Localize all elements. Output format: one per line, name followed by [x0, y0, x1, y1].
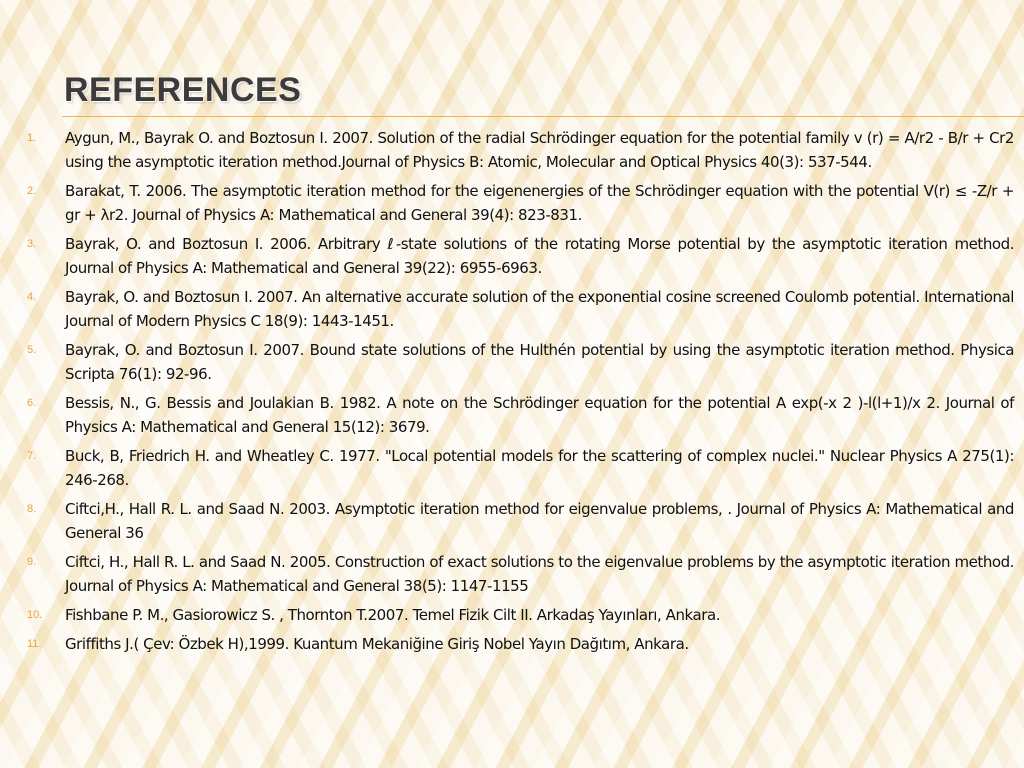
reference-number: 1. — [27, 132, 37, 144]
slide-title: REFERENCES — [64, 71, 302, 109]
reference-number: 3. — [27, 238, 37, 250]
reference-item — [0, 444, 1024, 492]
reference-text: Bayrak, O. and Boztosun I. 2007. Bound state solutions of the Hulthén potential by using the asymptotic iteration method. Physica Scripta 76(1): 92-96. — [65, 341, 1014, 383]
reference-text: Buck, B, Friedrich H. and Wheatley C. 1977. "Local potential models for the scattering of complex nuclei." Nuclear Physics A 275(1): 246-268. — [65, 447, 1014, 489]
reference-text: Aygun, M., Bayrak O. and Boztosun I. 2007. Solution of the radial Schrödinger equation for the potential family v (r) = A/r2 - B/r + Cr2 using the asymptotic iteration method.Journal of Physics B: Atomic, Molecular and Optical Physics 40(3): 537-544. — [65, 129, 1014, 171]
reference-list — [0, 126, 1024, 661]
reference-number: 2. — [27, 185, 37, 197]
reference-text: Bessis, N., G. Bessis and Joulakian B. 1982. A note on the Schrödinger equation for the potential A exp(-x 2 )-l(l+1)/x 2. Journal of Physics A: Mathematical and General 15(12): 3679. — [65, 394, 1014, 436]
reference-text: Bayrak, O. and Boztosun I. 2006. Arbitrary ℓ-state solutions of the rotating Morse potential by the asymptotic iteration method. Journal of Physics A: Mathematical and General 39(22): 6955-6963. — [65, 235, 1014, 277]
reference-text: Ciftci,H., Hall R. L. and Saad N. 2003. Asymptotic iteration method for eigenvalue problems, . Journal of Physics A: Mathematical and General 36 — [65, 500, 1014, 542]
reference-item — [0, 126, 1024, 174]
reference-number: 11. — [27, 638, 42, 650]
reference-item — [0, 285, 1024, 333]
reference-text: Barakat, T. 2006. The asymptotic iteration method for the eigenenergies of the Schrödinger equation with the potential V(r) ≤ -Z/r + gr + λr2. Journal of Physics A: Mathematical and General 39(4): 823-831. — [65, 182, 1014, 224]
reference-text: Ciftci, H., Hall R. L. and Saad N. 2005. Construction of exact solutions to the eigenvalue problems by the asymptotic iteration method. Journal of Physics A: Mathematical and General 38(5): 1147-1155 — [65, 553, 1014, 595]
reference-number: 7. — [27, 450, 37, 462]
reference-number: 9. — [27, 556, 37, 568]
reference-number: 6. — [27, 397, 37, 409]
reference-text: Griffiths J.( Çev: Özbek H),1999. Kuantum Mekaniğine Giriş Nobel Yayın Dağıtım, Ankara. — [65, 635, 689, 653]
reference-item — [0, 632, 1024, 656]
reference-item — [0, 391, 1024, 439]
reference-item — [0, 232, 1024, 280]
reference-item — [0, 179, 1024, 227]
reference-text: Bayrak, O. and Boztosun I. 2007. An alternative accurate solution of the exponential cosine screened Coulomb potential. International Journal of Modern Physics C 18(9): 1443-1451. — [65, 288, 1014, 330]
reference-item — [0, 338, 1024, 386]
reference-item — [0, 603, 1024, 627]
reference-number: 5. — [27, 344, 37, 356]
title-divider — [62, 116, 1024, 117]
reference-item — [0, 497, 1024, 545]
reference-number: 8. — [27, 503, 37, 515]
reference-item — [0, 550, 1024, 598]
reference-text: Fishbane P. M., Gasiorowicz S. , Thornton T.2007. Temel Fizik Cilt II. Arkadaş Yayınları, Ankara. — [65, 606, 721, 624]
reference-number: 10. — [27, 609, 43, 621]
reference-number: 4. — [27, 291, 37, 303]
